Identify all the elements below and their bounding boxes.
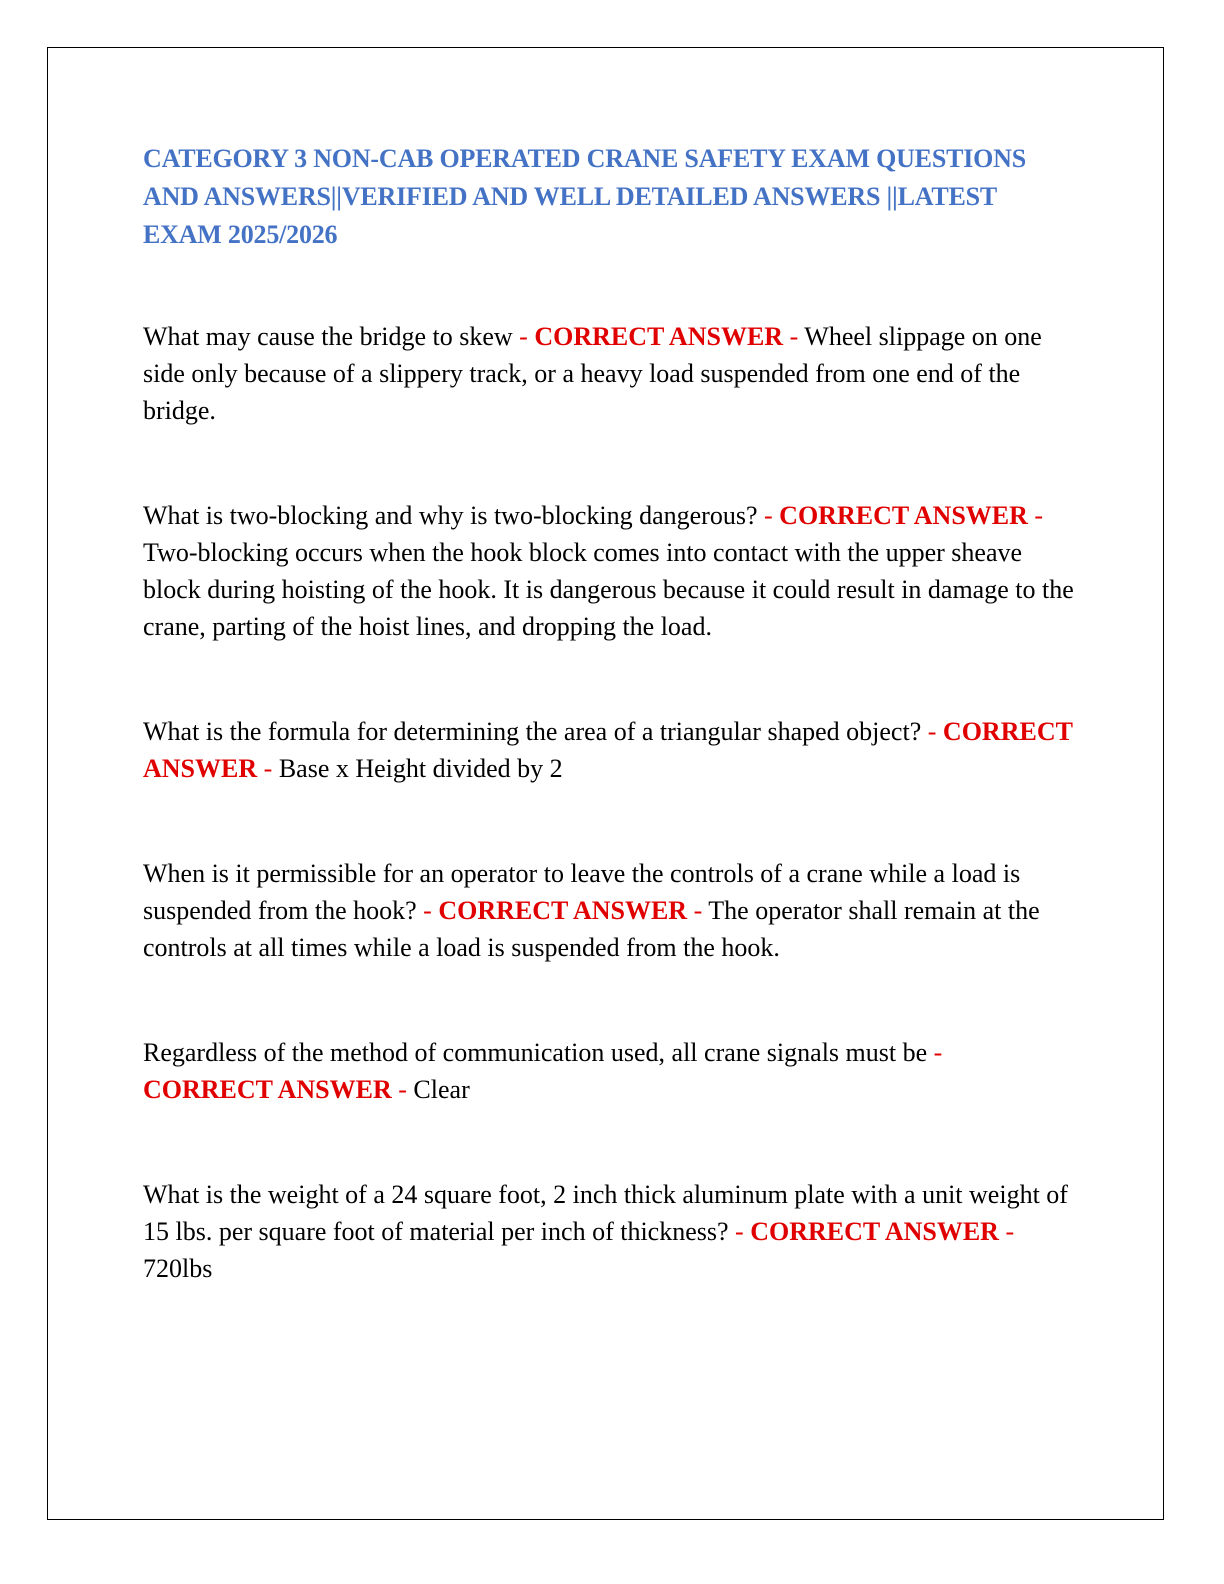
- document-title: CATEGORY 3 NON-CAB OPERATED CRANE SAFETY EXAM QUESTIONS AND ANSWERS||VERIFIED AND WELL DETAILED ANSWERS ||LATEST EXAM 2025/2026: [143, 144, 1027, 249]
- qa-list: [143, 318, 1078, 1287]
- qa-item: [143, 497, 1078, 645]
- separator-dash: -: [735, 1217, 744, 1246]
- separator-dash: -: [693, 896, 703, 925]
- answer-text: Clear: [413, 1075, 470, 1104]
- separator-dash: -: [764, 501, 773, 530]
- correct-answer-label: CORRECT ANSWER: [438, 896, 688, 925]
- qa-item: [143, 1176, 1078, 1287]
- qa-item: [143, 713, 1078, 787]
- document-content: [143, 140, 1078, 1355]
- correct-answer-label: CORRECT ANSWER: [779, 501, 1028, 530]
- answer-text: Two-blocking occurs when the hook block comes into contact with the upper sheave block during hoisting of the hook. It is dangerous because it could result in damage to the crane, parting of the hoist lines, and dropping the load.: [143, 538, 1074, 641]
- correct-answer-label: CORRECT ANSWER: [534, 322, 784, 351]
- separator-dash: -: [398, 1075, 407, 1104]
- correct-answer-label: CORRECT ANSWER: [750, 1217, 999, 1246]
- answer-text: The operator shall remain at the controls at all times while a load is suspended from the hook.: [143, 896, 1040, 962]
- qa-item: [143, 855, 1078, 966]
- question-text: When is it permissible for an operator to leave the controls of a crane while a load is suspended from the hook?: [143, 859, 1021, 925]
- separator-dash: -: [519, 322, 528, 351]
- question-text: What may cause the bridge to skew: [143, 322, 513, 351]
- separator-dash: -: [1034, 501, 1044, 530]
- separator-dash: -: [789, 322, 799, 351]
- answer-text: Wheel slippage on one side only because of a slippery track, or a heavy load suspended from one end of the bridge.: [143, 322, 1042, 425]
- question-text: Regardless of the method of communication used, all crane signals must be: [143, 1038, 928, 1067]
- qa-item: [143, 318, 1078, 429]
- answer-text: Base x Height divided by 2: [278, 754, 563, 783]
- separator-dash: -: [933, 1038, 943, 1067]
- separator-dash: -: [423, 896, 432, 925]
- separator-dash: -: [263, 754, 273, 783]
- answer-text: 720lbs: [143, 1254, 213, 1283]
- correct-answer-label: CORRECT ANSWER: [143, 1075, 392, 1104]
- separator-dash: -: [927, 717, 937, 746]
- question-text: What is two-blocking and why is two-blocking dangerous?: [143, 501, 758, 530]
- question-text: What is the formula for determining the area of a triangular shaped object?: [143, 717, 922, 746]
- qa-item: [143, 1034, 1078, 1108]
- separator-dash: -: [1005, 1217, 1015, 1246]
- correct-answer-label: CORRECT ANSWER: [143, 717, 1073, 783]
- question-text: What is the weight of a 24 square foot, 2 inch thick aluminum plate with a unit weight of 15 lbs. per square foot of material per inch of thickness?: [143, 1180, 1068, 1246]
